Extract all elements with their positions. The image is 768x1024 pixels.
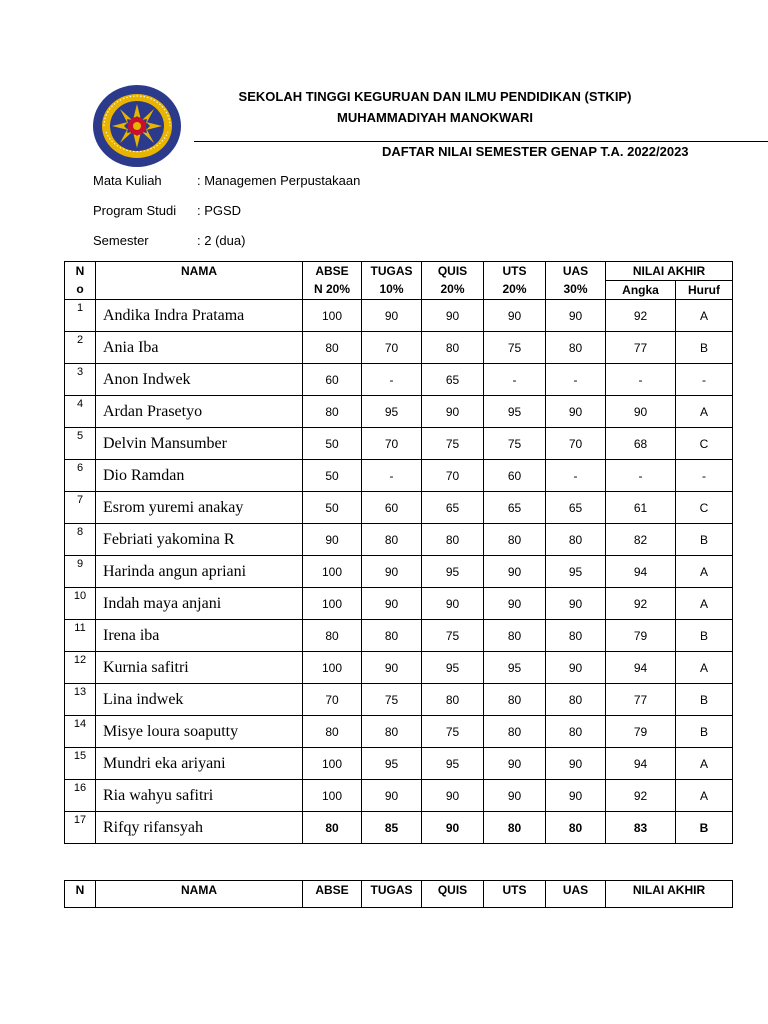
- tugas-score: 80: [362, 620, 422, 652]
- uts-score: 90: [484, 780, 546, 812]
- final-huruf: B: [676, 332, 733, 364]
- table-row: [65, 332, 733, 364]
- col-absen-header: ABSE N 20%: [303, 262, 362, 300]
- uas-score: 80: [546, 716, 606, 748]
- table-row: [65, 492, 733, 524]
- absen-score: 70: [303, 684, 362, 716]
- absen-score: 100: [303, 780, 362, 812]
- absen-score: 80: [303, 812, 362, 844]
- uas-score: 70: [546, 428, 606, 460]
- table-row: [65, 556, 733, 588]
- uts-score: 80: [484, 524, 546, 556]
- final-angka: 61: [606, 492, 676, 524]
- quis-score: 95: [422, 652, 484, 684]
- absen-score: 50: [303, 460, 362, 492]
- absen-score: 100: [303, 748, 362, 780]
- row-number: 1: [65, 300, 96, 332]
- tugas-score: 70: [362, 428, 422, 460]
- final-angka: -: [606, 364, 676, 396]
- final-huruf: A: [676, 780, 733, 812]
- quis-score: 95: [422, 748, 484, 780]
- final-huruf: A: [676, 588, 733, 620]
- final-huruf: -: [676, 364, 733, 396]
- student-name: Delvin Mansumber: [96, 428, 303, 460]
- student-name: Indah maya anjani: [96, 588, 303, 620]
- uas-score: -: [546, 460, 606, 492]
- final-huruf: -: [676, 460, 733, 492]
- tugas-score: 90: [362, 588, 422, 620]
- quis-score: 80: [422, 332, 484, 364]
- col-no-header: N o: [65, 262, 96, 300]
- student-name: Ardan Prasetyo: [96, 396, 303, 428]
- row-number: 16: [65, 780, 96, 812]
- tugas-score: 90: [362, 556, 422, 588]
- absen-score: 80: [303, 716, 362, 748]
- course-label: Mata Kuliah: [93, 173, 162, 188]
- col-uts-header: UTS: [484, 881, 546, 908]
- uts-score: 75: [484, 332, 546, 364]
- student-name: Mundri eka ariyani: [96, 748, 303, 780]
- absen-score: 100: [303, 300, 362, 332]
- student-name: Lina indwek: [96, 684, 303, 716]
- final-angka: 82: [606, 524, 676, 556]
- row-number: 11: [65, 620, 96, 652]
- absen-score: 80: [303, 620, 362, 652]
- final-angka: 77: [606, 684, 676, 716]
- student-name: Rifqy rifansyah: [96, 812, 303, 844]
- row-number: 3: [65, 364, 96, 396]
- table-row: [65, 652, 733, 684]
- quis-score: 90: [422, 396, 484, 428]
- student-name: Esrom yuremi anakay: [96, 492, 303, 524]
- uts-score: 90: [484, 588, 546, 620]
- row-number: 10: [65, 588, 96, 620]
- absen-score: 100: [303, 556, 362, 588]
- uas-score: 80: [546, 524, 606, 556]
- final-angka: 83: [606, 812, 676, 844]
- uts-score: 65: [484, 492, 546, 524]
- final-angka: 94: [606, 748, 676, 780]
- absen-score: 90: [303, 524, 362, 556]
- student-name: Misye loura soaputty: [96, 716, 303, 748]
- quis-score: 95: [422, 556, 484, 588]
- row-number: 15: [65, 748, 96, 780]
- table-row: [65, 524, 733, 556]
- course-value: : Managemen Perpustakaan: [197, 173, 361, 188]
- col-uas-header: UAS 30%: [546, 262, 606, 300]
- final-huruf: B: [676, 684, 733, 716]
- document-title: DAFTAR NILAI SEMESTER GENAP T.A. 2022/2023: [382, 144, 689, 159]
- uas-score: 80: [546, 812, 606, 844]
- table-row: [65, 620, 733, 652]
- uts-score: 75: [484, 428, 546, 460]
- uts-score: 95: [484, 396, 546, 428]
- table-row: [65, 428, 733, 460]
- col-nama-header: NAMA: [96, 881, 303, 908]
- tugas-score: 60: [362, 492, 422, 524]
- row-number: 7: [65, 492, 96, 524]
- table-row: [65, 812, 733, 844]
- tugas-score: 85: [362, 812, 422, 844]
- uas-score: 80: [546, 332, 606, 364]
- quis-score: 90: [422, 812, 484, 844]
- final-angka: 77: [606, 332, 676, 364]
- row-number: 8: [65, 524, 96, 556]
- row-number: 2: [65, 332, 96, 364]
- quis-score: 75: [422, 428, 484, 460]
- row-number: 13: [65, 684, 96, 716]
- quis-score: 75: [422, 716, 484, 748]
- tugas-score: 70: [362, 332, 422, 364]
- absen-score: 100: [303, 652, 362, 684]
- uts-score: 95: [484, 652, 546, 684]
- row-number: 9: [65, 556, 96, 588]
- col-tugas-header: TUGAS: [362, 881, 422, 908]
- student-name: Harinda angun apriani: [96, 556, 303, 588]
- uts-score: 60: [484, 460, 546, 492]
- grades-table-continued: [64, 880, 733, 908]
- semester-value: : 2 (dua): [197, 233, 246, 248]
- col-huruf-header: Huruf: [676, 281, 733, 300]
- table-row: [65, 780, 733, 812]
- uas-score: 90: [546, 588, 606, 620]
- absen-score: 50: [303, 492, 362, 524]
- uas-score: 90: [546, 652, 606, 684]
- absen-score: 80: [303, 396, 362, 428]
- quis-score: 75: [422, 620, 484, 652]
- final-angka: -: [606, 460, 676, 492]
- col-nilai-akhir-header: NILAI AKHIR: [606, 881, 733, 908]
- final-huruf: A: [676, 652, 733, 684]
- final-huruf: C: [676, 492, 733, 524]
- uas-score: 90: [546, 300, 606, 332]
- tugas-score: 90: [362, 300, 422, 332]
- table-row: [65, 684, 733, 716]
- student-name: Irena iba: [96, 620, 303, 652]
- final-huruf: B: [676, 524, 733, 556]
- absen-score: 60: [303, 364, 362, 396]
- row-number: 17: [65, 812, 96, 844]
- header-divider: [194, 141, 768, 142]
- grades-table: [64, 261, 733, 844]
- quis-score: 80: [422, 524, 484, 556]
- tugas-score: 80: [362, 524, 422, 556]
- uts-score: 80: [484, 716, 546, 748]
- uts-score: 80: [484, 812, 546, 844]
- col-uts-header: UTS 20%: [484, 262, 546, 300]
- uas-score: 90: [546, 396, 606, 428]
- quis-score: 70: [422, 460, 484, 492]
- tugas-score: 95: [362, 396, 422, 428]
- final-angka: 94: [606, 556, 676, 588]
- final-huruf: A: [676, 556, 733, 588]
- uas-score: 90: [546, 748, 606, 780]
- final-angka: 92: [606, 780, 676, 812]
- col-tugas-header: TUGAS 10%: [362, 262, 422, 300]
- table-row: [65, 716, 733, 748]
- col-angka-header: Angka: [606, 281, 676, 300]
- uts-score: 90: [484, 300, 546, 332]
- uas-score: 95: [546, 556, 606, 588]
- uts-score: 90: [484, 748, 546, 780]
- col-absen-header: ABSE: [303, 881, 362, 908]
- uts-score: 80: [484, 620, 546, 652]
- tugas-score: -: [362, 460, 422, 492]
- quis-score: 90: [422, 300, 484, 332]
- quis-score: 65: [422, 492, 484, 524]
- final-angka: 92: [606, 588, 676, 620]
- student-name: Ria wahyu safitri: [96, 780, 303, 812]
- final-angka: 90: [606, 396, 676, 428]
- grade-rows: [65, 300, 733, 844]
- quis-score: 80: [422, 684, 484, 716]
- tugas-score: 90: [362, 780, 422, 812]
- absen-score: 80: [303, 332, 362, 364]
- institution-city: MUHAMMADIYAH MANOKWARI: [337, 110, 533, 125]
- table-row: [65, 588, 733, 620]
- student-name: Anon Indwek: [96, 364, 303, 396]
- col-nilai-akhir-header: NILAI AKHIR: [606, 262, 733, 281]
- table-row: [65, 748, 733, 780]
- tugas-score: 90: [362, 652, 422, 684]
- student-name: Andika Indra Pratama: [96, 300, 303, 332]
- uts-score: 80: [484, 684, 546, 716]
- final-huruf: C: [676, 428, 733, 460]
- program-value: : PGSD: [197, 203, 242, 218]
- tugas-score: 75: [362, 684, 422, 716]
- row-number: 14: [65, 716, 96, 748]
- table-row: [65, 364, 733, 396]
- uas-score: -: [546, 364, 606, 396]
- uts-score: 90: [484, 556, 546, 588]
- final-huruf: A: [676, 396, 733, 428]
- col-nama-header: NAMA: [96, 262, 303, 300]
- quis-score: 90: [422, 780, 484, 812]
- final-huruf: B: [676, 812, 733, 844]
- final-angka: 92: [606, 300, 676, 332]
- uas-score: 65: [546, 492, 606, 524]
- final-angka: 79: [606, 620, 676, 652]
- final-huruf: B: [676, 620, 733, 652]
- tugas-score: 95: [362, 748, 422, 780]
- table-row: [65, 396, 733, 428]
- student-name: Ania Iba: [96, 332, 303, 364]
- col-uas-header: UAS: [546, 881, 606, 908]
- tugas-score: -: [362, 364, 422, 396]
- student-name: Dio Ramdan: [96, 460, 303, 492]
- final-angka: 79: [606, 716, 676, 748]
- col-quis-header: QUIS 20%: [422, 262, 484, 300]
- absen-score: 100: [303, 588, 362, 620]
- quis-score: 65: [422, 364, 484, 396]
- row-number: 6: [65, 460, 96, 492]
- table-row: [65, 300, 733, 332]
- table-row: [65, 460, 733, 492]
- final-angka: 68: [606, 428, 676, 460]
- semester-label: Semester: [93, 233, 149, 248]
- col-quis-header: QUIS: [422, 881, 484, 908]
- tugas-score: 80: [362, 716, 422, 748]
- institution-name: SEKOLAH TINGGI KEGURUAN DAN ILMU PENDIDIKAN (STKIP): [238, 89, 632, 104]
- uas-score: 80: [546, 620, 606, 652]
- uas-score: 90: [546, 780, 606, 812]
- row-number: 12: [65, 652, 96, 684]
- student-name: Febriati yakomina R: [96, 524, 303, 556]
- program-label: Program Studi: [93, 203, 177, 218]
- col-no-header: N: [65, 881, 96, 908]
- student-name: Kurnia safitri: [96, 652, 303, 684]
- row-number: 5: [65, 428, 96, 460]
- final-huruf: A: [676, 748, 733, 780]
- row-number: 4: [65, 396, 96, 428]
- final-huruf: A: [676, 300, 733, 332]
- uts-score: -: [484, 364, 546, 396]
- quis-score: 90: [422, 588, 484, 620]
- final-huruf: B: [676, 716, 733, 748]
- absen-score: 50: [303, 428, 362, 460]
- final-angka: 94: [606, 652, 676, 684]
- uas-score: 80: [546, 684, 606, 716]
